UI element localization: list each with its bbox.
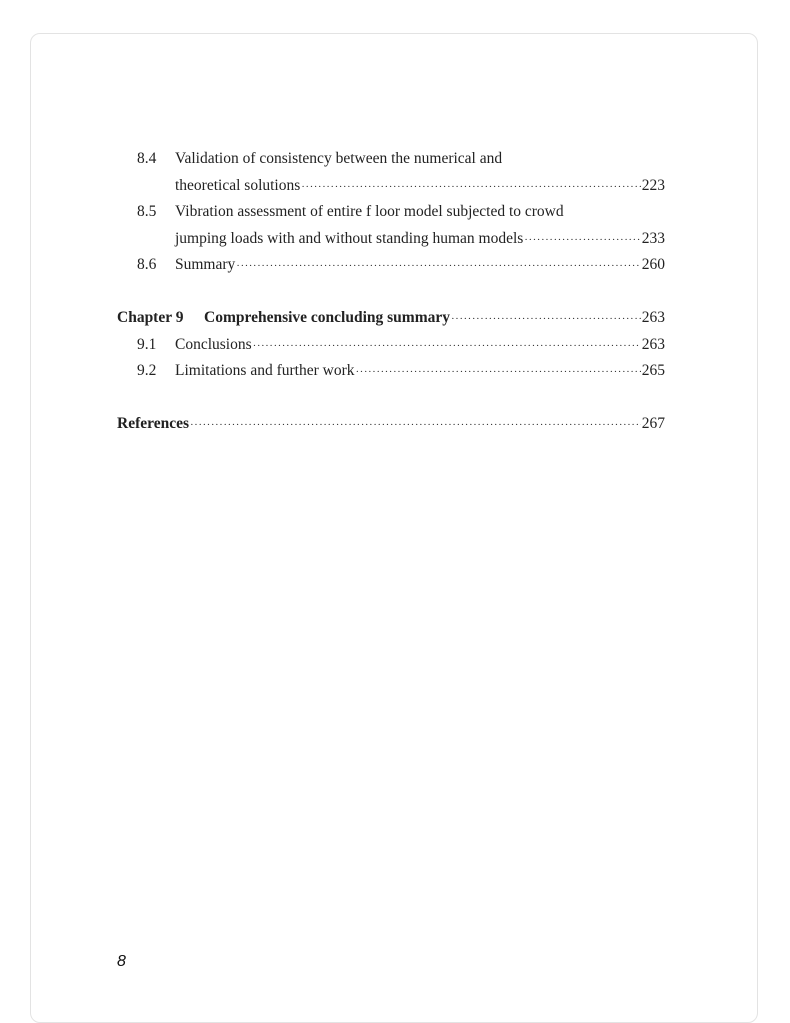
dot-leader bbox=[236, 253, 640, 280]
dot-leader bbox=[301, 174, 640, 201]
section-number: 8.6 bbox=[137, 256, 157, 273]
table-of-contents bbox=[117, 146, 665, 438]
toc-entry-8-4-line2[interactable] bbox=[117, 173, 665, 200]
section-title: Vibration assessment of entire f loor model subjected to crowd bbox=[175, 203, 564, 220]
toc-entry-8-5-line1[interactable] bbox=[117, 199, 665, 226]
dot-leader bbox=[190, 412, 641, 439]
dot-leader bbox=[253, 333, 641, 360]
dot-leader bbox=[524, 227, 640, 254]
toc-entry-8-6[interactable] bbox=[117, 252, 665, 279]
section-number: 9.1 bbox=[137, 335, 157, 353]
section-number: 8.5 bbox=[137, 203, 157, 220]
page-ref: 263 bbox=[641, 309, 665, 326]
dot-leader bbox=[356, 359, 641, 386]
chapter-title: Comprehensive concluding summary bbox=[204, 309, 451, 326]
toc-entry-8-5-line2[interactable] bbox=[117, 226, 665, 253]
section-title: Validation of consistency between the numerical and bbox=[175, 150, 503, 167]
page-ref: 265 bbox=[641, 362, 665, 379]
section-number: 8.4 bbox=[137, 150, 157, 167]
page-ref: 267 bbox=[641, 415, 665, 432]
chapter-label: Chapter 9 bbox=[117, 309, 184, 326]
page-ref: 263 bbox=[641, 335, 665, 353]
section-title: Conclusions bbox=[175, 335, 252, 353]
section-title-continued: jumping loads with and without standing human models bbox=[175, 229, 524, 247]
toc-entry-9-2[interactable] bbox=[117, 358, 665, 385]
page-ref: 223 bbox=[641, 176, 665, 194]
section-title: Summary bbox=[175, 256, 236, 273]
section-title: Limitations and further work bbox=[175, 362, 355, 379]
section-title-continued: theoretical solutions bbox=[175, 176, 301, 194]
page-number: 8 bbox=[117, 953, 126, 970]
page-ref: 233 bbox=[641, 229, 665, 247]
toc-entry-9-1[interactable] bbox=[117, 332, 665, 359]
toc-entry-chapter-9[interactable] bbox=[117, 305, 665, 332]
dot-leader bbox=[451, 306, 641, 333]
section-number: 9.2 bbox=[137, 362, 157, 379]
page-ref: 260 bbox=[641, 256, 665, 273]
references-title: References bbox=[117, 415, 190, 432]
toc-entry-references[interactable] bbox=[117, 411, 665, 438]
toc-entry-8-4-line1[interactable] bbox=[117, 146, 665, 173]
spacer bbox=[117, 279, 665, 306]
spacer bbox=[117, 385, 665, 412]
